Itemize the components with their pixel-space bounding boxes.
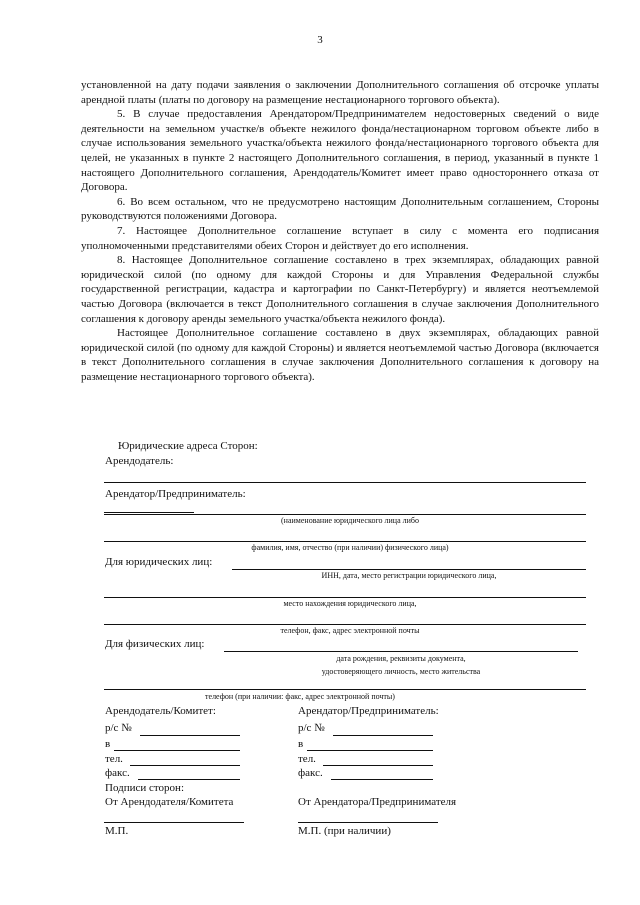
individuals-label: Для физических лиц:	[105, 638, 205, 650]
landlord-address-line	[104, 482, 586, 483]
legal-entities-label: Для юридических лиц:	[105, 556, 213, 568]
signature-tenant-line	[298, 822, 438, 823]
hint-fio: фамилия, имя, отчество (при наличии) физического лица)	[251, 543, 449, 552]
tenant-account-line	[333, 735, 433, 736]
page-number: 3	[317, 34, 323, 46]
paragraph-5: 5. В случае предоставления Арендатором/Предпринимателем недостоверных сведений о виде деятельности на земельном участке/в объекте нежилого фонда/нестационарном торговом объекте либо в случае использования земельного участка/объекта нежилого фонда/нестационарного торгового объекта для целей, не указанных в пункте 2 настоящего Дополнительного соглашения, в период, указанный в пункте 1 настоящего Дополнительного соглашения, Арендодатель/Комитет имеет право одностороннего отказа от Договора.	[81, 108, 599, 194]
legal-location-line	[104, 597, 586, 598]
tenant-line-2	[104, 541, 586, 542]
signature-tenant-label: От Арендатора/Предпринимателя	[298, 796, 457, 808]
hint-contacts: телефон, факс, адрес электронной почты	[280, 626, 420, 635]
tenant-line-1	[104, 514, 586, 515]
hint-identity: удостоверяющего личность, место жительства	[321, 667, 481, 676]
landlord-bank-line	[114, 750, 240, 751]
individuals-line	[224, 651, 578, 652]
paragraph-8: 8. Настоящее Дополнительное соглашение составлено в трех экземплярах, обладающих равной юридической силой (по одному для каждой Стороны и для Управления Федеральной службы государственной регистрации, кадастра и картографии по Санкт-Петербургу) и является неотъемлемой частью Договора (включается в текст Дополнительного соглашения в случае заключения Дополнительного соглашения к договору аренды земельного участка/объекта нежилого фонда).	[81, 254, 599, 325]
hint-inn: ИНН, дата, место регистрации юридического лица,	[321, 571, 497, 580]
landlord-phone-label: тел.	[105, 753, 123, 765]
stamp-tenant: М.П. (при наличии)	[298, 825, 391, 837]
hint-birth: дата рождения, реквизиты документа,	[336, 654, 466, 663]
tenant-bank-label: в	[298, 738, 304, 750]
landlord-account-line	[140, 735, 240, 736]
tenant-phone-line	[323, 765, 433, 766]
landlord-fax-line	[138, 779, 240, 780]
tenant-line-short	[104, 512, 194, 513]
tenant-fax-label: факс.	[298, 767, 323, 779]
paragraph-6: 6. Во всем остальном, что не предусмотрено настоящим Дополнительным соглашением, Стороны руководствуются положениями Договора.	[81, 195, 599, 223]
hint-location: место нахождения юридического лица,	[283, 599, 417, 608]
landlord-phone-line	[130, 765, 240, 766]
hint-entity-name: (наименование юридического лица либо	[281, 516, 419, 525]
signature-landlord-line	[104, 822, 244, 823]
landlord-bank-label: в	[105, 738, 111, 750]
signature-landlord-label: От Арендодателя/Комитета	[105, 796, 234, 808]
tenant-label: Арендатор/Предприниматель:	[105, 488, 246, 500]
paragraph-8-alt: Настоящее Дополнительное соглашение составлено в двух экземплярах, обладающих равной юридической силой (по одному для каждой Стороны) и является неотъемлемой частью Договора (включается в текст Дополнительного соглашения в случае заключения Дополнительного соглашения к договору на размещение нестационарного торгового объекта).	[81, 327, 599, 383]
signatures-heading: Подписи сторон:	[105, 782, 185, 794]
addresses-heading: Юридические адреса Сторон:	[118, 440, 258, 452]
individuals-phone-line	[104, 689, 586, 690]
tenant-phone-label: тел.	[298, 753, 316, 765]
details-tenant-title: Арендатор/Предприниматель:	[298, 705, 439, 717]
legal-contacts-line	[104, 624, 586, 625]
paragraph-continuation: установленной на дату подачи заявления о заключении Дополнительного соглашения об отсрочке уплаты арендной платы (платы по договору на размещение нестационарного торгового объекта).	[81, 79, 599, 106]
paragraph-7: 7. Настоящее Дополнительное соглашение вступает в силу с момента его подписания уполномоченными представителями обеих Сторон и действует до его исполнения.	[81, 224, 599, 252]
tenant-fax-line	[331, 779, 433, 780]
tenant-bank-line	[307, 750, 433, 751]
document-body	[81, 78, 599, 384]
hint-phone: телефон (при наличии: факс, адрес электронной почты)	[205, 692, 395, 701]
tenant-account-label: р/с №	[298, 722, 325, 734]
stamp-landlord: М.П.	[105, 825, 129, 837]
details-landlord-title: Арендодатель/Комитет:	[105, 705, 216, 717]
landlord-label: Арендодатель:	[105, 455, 174, 467]
landlord-fax-label: факс.	[105, 767, 130, 779]
legal-entities-line	[232, 569, 586, 570]
landlord-account-label: р/с №	[105, 722, 132, 734]
